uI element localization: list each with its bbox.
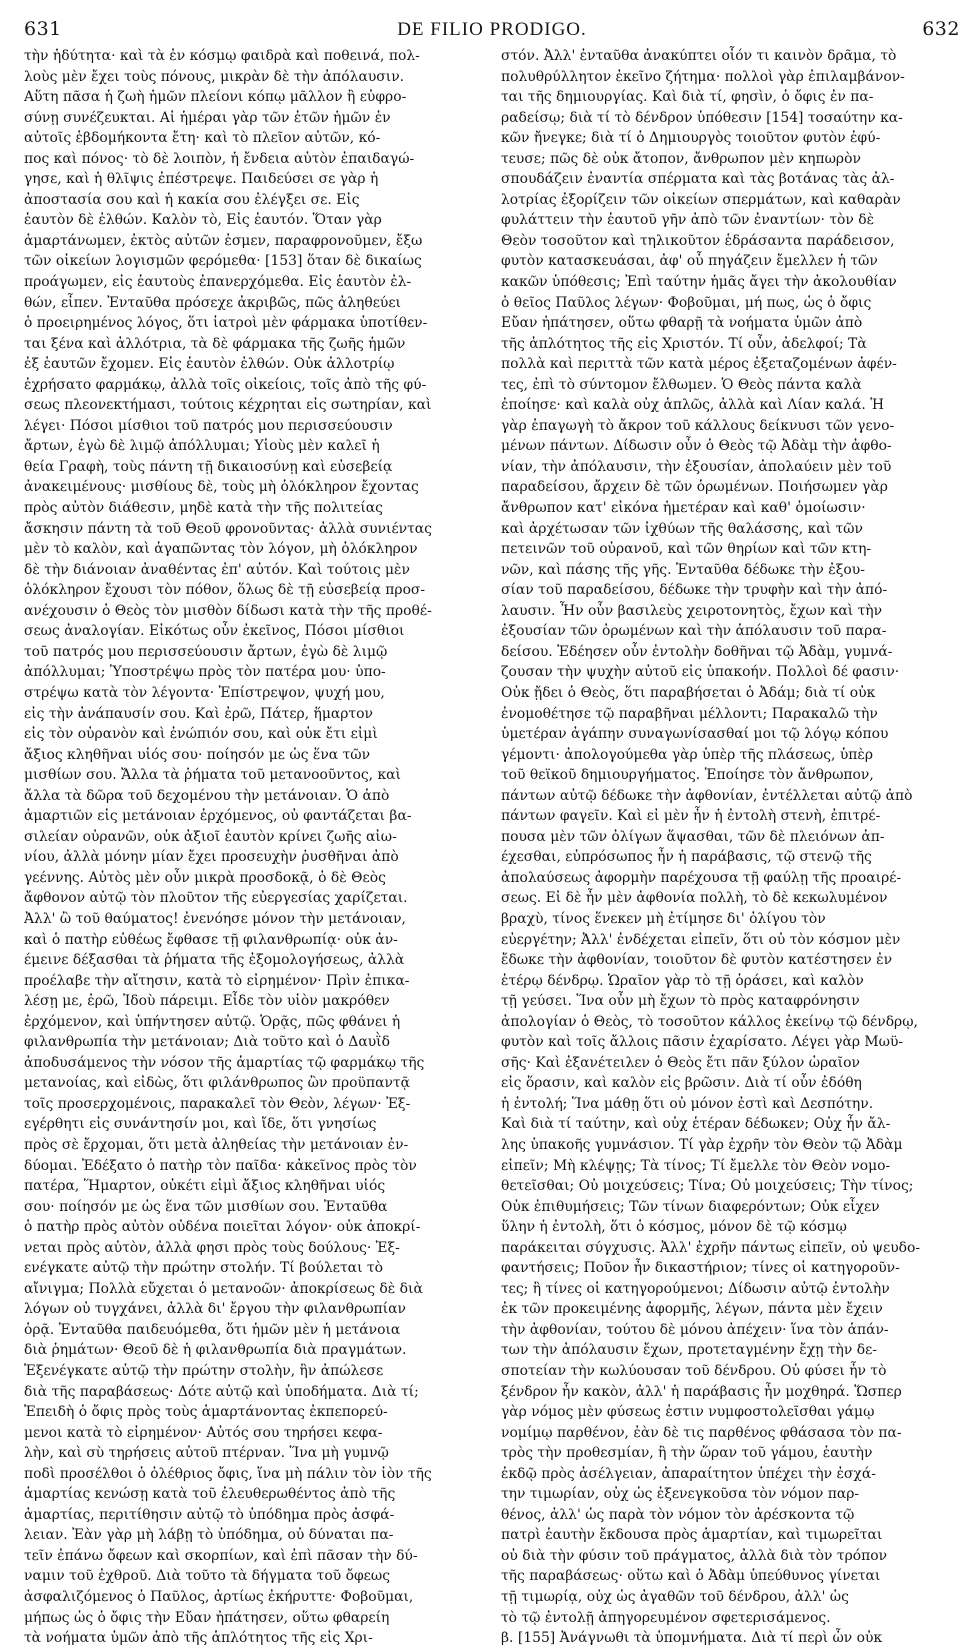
text-line: τοῦ πατρός μου περισσεύουσιν ἄρτων, ἐγὼ δὲ λιμῷ [24,643,388,660]
text-line: τὴν ἡδύτητα· καὶ τὰ ἐν κόσμῳ φαιδρὰ καὶ ποθεινά, πολ- [24,48,420,64]
text-line: γὰρ νόμος μὲν φύσεως ἐστιν νυμφοστολεῖσθαι γάμῳ [501,1404,875,1421]
text-line: μήπως ὡς ὁ ὄφις τὴν Εὔαν ἠπάτησεν, οὕτω φθαρείη [24,1609,390,1626]
text-line: εἰς τὴν ἀνάπαυσίν σου. Καὶ ἐρῶ, Πάτερ, ἥμαρτον [24,705,373,722]
text-line: εἰς τὸν οὐρανὸν καὶ ἐνώπιόν σου, καὶ οὐκ ἔτι εἰμὶ [24,726,378,743]
text-line: προάγωμεν, εἰς ἑαυτοὺς ἐπανερχόμεθα. Εἰς ἑαυτὸν ἐλ- [24,274,412,291]
text-line: ποδὶ προσέλθοι ὁ ὀλέθριος ὄφις, ἵνα μὴ πάλιν τὸν ἰὸν τῆς [24,1465,432,1482]
text-line: ὁρᾷ. Ἐνταῦθα παιδευόμεθα, ὅτι ἡμῶν μὲν ἡ μετάνοια [24,1321,401,1338]
text-line: ἄρτων, ἐγὼ δὲ λιμῷ ἀπόλλυμαι; Υἱοὺς μὲν καλεῖ ἡ [24,438,380,455]
text-line: εἰς ὅρασιν, καὶ καλὸν εἰς βρῶσιν. Διὰ τί οὖν ἐδόθη [501,1075,862,1092]
text-line: τοῦ θεϊκοῦ δημιουργήματος. Ἐποίησε τὸν ἄνθρωπον, [501,767,874,784]
text-line: τὴν ἀφθονίαν, τούτου δὲ μόνου ἀπέχειν· ἵνα τὸν ἁπάν- [501,1321,889,1338]
text-line: καὶ ἀρχέτωσαν τῶν ἰχθύων τῆς θαλάσσης, καὶ τῶν [501,520,863,537]
text-line: τες, ἐπὶ τὸ σύντομον ἔλθωμεν. Ὁ Θεὸς πάντα καλὰ [501,376,862,393]
text-line: θένος, ἀλλ' ὡς παρὰ τὸν νόμον τὸν ἀρέσκοντα τῷ [501,1506,855,1523]
text-line: στόν. Ἀλλ' ἐνταῦθα ἀνακύπτει οἷόν τι καινὸν δρᾶμα, τὸ [501,48,897,64]
text-line: ἡ ἐντολή; Ἵνα μάθῃ ὅτι οὐ μόνον ἐστὶ καὶ Δεσπότην. [501,1095,874,1112]
text-line: σου· ποίησόν με ὡς ἕνα τῶν μισθίων σου. Ἐνταῦθα [24,1198,388,1215]
text-line: λαυσιν. Ἦν οὖν βασιλεὺς χειροτονητὸς, ἔχων καὶ τὴν [501,602,883,619]
text-line: έχεσθαι, εὐπρόσωπος ἦν ἡ παράβασις, τῷ στενῷ τῆς [501,849,872,866]
text-line: β. [155] Ἀνάγνωθι τὰ ὑπομνήματα. Διὰ τί περὶ ὧν οὐκ [501,1630,883,1647]
text-line: Ἐπειδὴ ὁ ὄφις πρὸς τοὺς ἁμαρτάνοντας ἐκπεπορεύ- [24,1404,388,1421]
text-line: παράκειται σύγχυσις. Ἀλλ' ἐχρῆν πάντως εἰπεῖν, οὐ ψευδο- [501,1239,921,1256]
text-line: κακῶν ὑπόθεσις; Ἐπὶ ταύτην ἡμᾶς ἄγει τὴν ἀκολουθίαν [501,274,897,291]
left-column [24,46,483,1647]
text-line: ἀποστασία σου καὶ ἡ κακία σου ἐλέγξει σε. Εἰς [24,191,360,208]
text-line: κῶν ἤνεγκε; διὰ τί ὁ Δημιουργὸς τοιοῦτον φυτὸν ἐφύ- [501,130,881,147]
text-line: ζουσαν τὴν ψυχὴν αὐτοῦ εἰς ὑπακοήν. Πολλοὶ δέ φασιν· [501,664,900,681]
text-line: καὶ ὁ πατὴρ εὐθέως ἔφθασε τῇ φιλανθρωπίᾳ· οὐκ ἀν- [24,931,398,948]
text-line: ἐχρήσατο φαρμάκῳ, ἀλλὰ τοῖς οἰκείοις, τοῖς ἀπὸ τῆς φύ- [24,376,427,393]
text-line: Ἀλλ' ὢ τοῦ θαύματος! ἐνενόησε μόνον τὴν μετάνοιαν, [24,910,406,927]
text-line: σιλείαν οὐρανῶν, οὐκ ἀξιοῖ ἑαυτὸν κρίνει ζωῆς αἰω- [24,828,397,845]
text-line: ἀποδυσάμενος τὴν νόσον τῆς ἁμαρτίας τῷ φαρμάκῳ τῆς [24,1054,425,1071]
text-line: διὰ ῥημάτων· Θεοῦ δὲ ἡ φιλανθρωπία διὰ πραγμάτων. [24,1342,407,1359]
text-line: ἑαυτὸν δὲ ἐλθών. Καλὸν τὸ, Εἰς ἑαυτόν. Ὅταν γὰρ [24,212,382,229]
text-line: θετεῖσθαι; Οὐ μοιχεύσεις; Τίνα; Οὐ μοιχεύσεις; Τὴν τίνος; [501,1178,914,1195]
text-line: τῇ τιμωρίᾳ, οὐχ ὡς ἀγαθῶν τοῦ δένδρου, ἀλλ' ὡς [501,1589,849,1606]
text-line: σίαν τοῦ παραδείσου, δέδωκε τὴν τρυφὴν καὶ τὴν ἀπό- [501,582,888,599]
text-line: εἰπεῖν; Μὴ κλέψῃς; Τὰ τίνος; Τί ἔμελλε τὸν Θεὸν νομο- [501,1157,891,1174]
text-line: την τιμωρίαν, οὐχ ὡς ἐξενεγκοῦσα τὸν νόμον παρ- [501,1486,860,1503]
text-line: φυλάττειν τὴν ἑαυτοῦ γῆν ἀπὸ τῶν ἐναντίων· τὸν δὲ [501,212,875,229]
text-line: πατέρα, Ἥμαρτον, οὐκέτι εἰμὶ ἄξιος κληθῆναι υἱός [24,1178,386,1195]
text-line: πετεινῶν τοῦ οὐρανοῦ, καὶ τῶν θηρίων καὶ τῶν κτη- [501,541,872,558]
text-line: ὁ θεῖος Παῦλος λέγων· Φοβοῦμαι, μή πως, ὡς ὁ ὄφις [501,294,872,311]
text-line: πος καὶ πόνος· τὸ δὲ λοιπὸν, ἡ ἔνδεια αὐτὸν ἐπαιδαγώ- [24,150,415,167]
text-line: νεται πρὸς αὐτὸν, ἀλλὰ φησι πρὸς τοὺς δούλους· Ἐξ- [24,1239,400,1256]
text-line: ἄνθρωπον κατ' εἰκόνα ἡμετέραν καὶ καθ' ὁμοίωσιν· [501,500,866,517]
text-line: προέλαβε τὴν αἴτησιν, κατὰ τὸ εἰρημένον· Πρὶν ἐπικα- [24,972,410,989]
column-text [501,46,960,1649]
text-line: λόγων οὐ τυγχάνει, ἀλλὰ δι' ἔργου τὴν φιλανθρωπίαν [24,1301,406,1318]
text-line: πολυθρύλλητον ἐκεῖνο ζήτημα· πολλοὶ γὰρ ἐπιλαμβάνον- [501,68,905,85]
text-line: τὸ τῷ ἐντολῇ ἀπηγορευμένον σφετερισάμενος. [501,1609,831,1626]
text-line: τῇ γεύσει. Ἵνα οὖν μὴ ἔχων τὸ πρὸς καταφρόνησιν [501,993,860,1010]
left-page-number: 631 [24,18,62,40]
text-line: ὑμετέραν ἀγάπην συναγωνίσασθαί μοι τῷ λόγῳ κόπου [501,726,889,743]
text-line: πάντων φαγεῖν. Καὶ εἰ μὲν ἦν ἡ ἐντολὴ στενὴ, ἐπιτρέ- [501,808,881,825]
text-line: λης ὑπακοῆς γυμνάσιον. Τί γὰρ ἐχρῆν τὸν Θεὸν τῷ Ἀδὰμ [501,1136,903,1153]
text-line: Ἐξενέγκατε αὐτῷ τὴν πρώτην στολὴν, ἣν ἀπώλεσε [24,1363,384,1379]
text-line: φαντήσεις; Ποῦον ἦν δικαστήριον; τίνες οἱ κατηγοροῦν- [501,1260,900,1277]
text-line: γέμοντι· ἀπολογούμεθα γὰρ ὑπὲρ τῆς πλάσεως, ὑπὲρ [501,746,874,763]
text-line: Αὕτη πᾶσα ἡ ζωὴ ἡμῶν πλείονι κόπῳ μᾶλλον ἢ εὐφρο- [24,89,407,106]
text-line: λοὺς μὲν ἔχει τοὺς πόνους, μικρὰν δὲ τὴν ἀπόλαυσιν. [24,68,405,85]
text-line: ἄσκησιν πάντη τὰ τοῦ Θεοῦ φρονοῦντας· ἀλλὰ συνιέντας [24,520,432,537]
text-line: ὁ προειρημένος λόγος, ὅτι ἰατροὶ μὲν φάρμακα ὑποτίθεν- [24,315,428,332]
text-line: θών, εἶπεν. Ἐνταῦθα πρόσεχε ἀκριβῶς, πῶς ἀληθεύει [24,294,401,311]
text-line: οὐ διὰ τὴν φύσιν τοῦ πράγματος, ἀλλὰ διὰ τὸν τρόπον [501,1547,888,1564]
text-line: βραχὺ, τίνος ἕνεκεν μὴ ἐτίμησε δι' ὀλίγου τὸν [501,910,826,927]
text-line: ἐρχόμενον, καὶ ὑπήντησεν αὐτῷ. Ὁρᾷς, πῶς φθάνει ἡ [24,1013,401,1030]
text-line: ἄξιος κληθῆναι υἱός σου· ποίησόν με ὡς ἕνα τῶν [24,746,371,763]
text-line: σποτείαν τὴν κωλύουσαν τοῦ δένδρου. Οὐ φύσει ἦν τὸ [501,1363,887,1379]
text-line: πολλὰ καὶ περιττὰ τῶν κατὰ μέρος ἐξεταζομένων ἀφέν- [501,356,897,373]
right-page-number: 632 [922,18,960,40]
text-line: ραδείσῳ; διὰ τί τὸ δένδρον ὑπόθεσιν [154] τοσαύτην κα- [501,109,903,126]
text-columns [24,46,960,1647]
text-line: σπουδάζειν ἐναντία σπέρματα καὶ τὰς βοτάνας τὰς ἀλ- [501,171,895,188]
text-line: ἐκ τῶν προκειμένης ἀφορμῆς, λέγων, πάντα μὲν ἔχειν [501,1301,883,1318]
text-line: γεέννης. Αὐτὸς μὲν οὖν μικρὰ προσδοκᾷ, ὁ δὲ Θεὸς [24,869,386,886]
text-line: νίαν, τὴν ἀπόλαυσιν, τὴν ἐξουσίαν, ἀπολαύειν μὲν τοῦ [501,458,892,475]
page-header [24,16,960,46]
text-line: Θεὸν τοσοῦτον καὶ τηλικοῦτον ἑδράσαντα παράδεισον, [501,232,895,249]
text-line: τεῖν ἐπάνω ὄφεων καὶ σκορπίων, καὶ ἐπὶ πᾶσαν τὴν δύ- [24,1547,418,1564]
text-line: ἀπολαύσεως ἀφορμὴν παρέχουσα τῇ φαύλῃ τῆς προαιρέ- [501,869,902,886]
text-line: ἁμαρτιῶν εἰς μετάνοιαν ἐρχόμενος, οὐ φαντάζεται βα- [24,808,412,825]
text-line: Οὐκ ᾔδει ὁ Θεὸς, ὅτι παραβήσεται ὁ Ἀδάμ; διὰ τί οὐκ [501,684,876,701]
text-line: διὰ τῆς παραβάσεως· Δότε αὐτῷ καὶ ὑποδήματα. Διὰ τί; [24,1383,419,1400]
text-line: λὴν, καὶ σὺ τηρήσεις αὐτοῦ πτέρναν. Ἵνα μὴ γυμνῷ [24,1445,389,1462]
text-line: μὲν τὸ καλὸν, καὶ ἀγαπῶντας τὸν λόγον, μὴ ὁλόκληρον [24,541,418,558]
text-line: δείσου. Ἐδέησεν οὖν ἐντολὴν δοθῆναι τῷ Ἀδὰμ, γυμνά- [501,643,893,660]
text-line: παραδείσου, ἄρχειν δὲ τῶν ὁρωμένων. Ποιήσωμεν γὰρ [501,479,888,496]
right-column [501,46,960,1647]
text-line: δύομαι. Ἐδέξατο ὁ πατὴρ τὸν παῖδα· κἀκεῖνος πρὸς τὸν [24,1157,417,1174]
text-line: ναμιν τοῦ ἐχθροῦ. Διὰ τοῦτο τὰ δήγματα τοῦ ὄφεως [24,1568,390,1585]
text-line: ξένδρον ἦν κακὸν, ἀλλ' ἡ παράβασις ἦν μοχθηρά. Ὥσπερ [501,1383,902,1400]
text-line: έμεινε δέξασθαι τὰ ῥήματα τῆς ἐξομολογήσεως, ἀλλὰ [24,952,405,969]
text-line: τοῖς προσερχομένοις, παρακαλεῖ τὸν Θεὸν, λέγων· Ἐξ- [24,1095,411,1112]
text-line: λέσῃ με, ἐρῶ, Ἰδοὺ πάρειμι. Εἶδε τὸν υἱὸν μακρόθεν [24,993,390,1010]
text-line: τῆς παραβάσεως· οὕτω καὶ ὁ Ἀδὰμ ὑπεύθυνος γίνεται [501,1568,881,1585]
running-title: DE FILIO PRODIGO. [397,19,587,40]
text-line: νῶν, καὶ πάσης τῆς γῆς. Ἐνταῦθα δέδωκε τὴν ἐξου- [501,561,865,578]
text-line: των τὴν ἀπόλαυσιν ἔχων, προτεταγμένην ἔχῃ τὴν δε- [501,1342,877,1359]
text-line: δὲ τὴν διάνοιαν ἀναθέντας ἐπ' αὐτόν. Καὶ τούτοις μὲν [24,561,410,578]
text-line: μένων πάντων. Δίδωσιν οὖν ὁ Θεὸς τῷ Ἀδὰμ τὴν ἀφθο- [501,438,892,455]
text-line: ἑτέρῳ δένδρῳ. Ὡραῖον γὰρ τὸ τῇ ὁράσει, καὶ καλὸν [501,972,864,989]
text-line: ἐκδῷ πρὸς ἀσέλγειαν, ἀπαραίτητον ὑπέχει τὴν ἐσχά- [501,1465,876,1482]
text-line: μενοι κατὰ τὸ εἰρημένον· Αὐτός σου τηρήσει κεφα- [24,1424,383,1441]
text-line: εγέρθητι εἰς συνάντησίν μοι, καὶ ἴδε, ὅτι γνησίως [24,1116,377,1133]
text-line: σεως πλεονεκτήμασι, τούτοις κέχρηται εἰς σωτηρίαν, καὶ [24,397,432,414]
text-line: ὕλην ἡ ἐντολὴ, ὅτι ὁ κόσμος, μόνον δὲ τῷ κόσμῳ [501,1219,847,1236]
text-line: ἁμαρτάνωμεν, ἐκτὸς αὐτῶν ἐσμεν, παραφρονοῦμεν, ἔξω [24,232,423,249]
text-line: ται τῆς δημιουργίας. Καὶ διὰ τί, φησὶν, ὁ ὄφις ἐν πα- [501,89,874,106]
text-line: τες; ἢ τίνες οἱ κατηγορούμενοι; Δίδωσιν αὐτῷ ἐντολὴν [501,1280,890,1297]
text-line: αἴνιγμα; Πολλὰ εὔχεται ὁ μετανοῶν· ἀποκρίσεως δὲ διὰ [24,1280,423,1297]
text-line: ἄφθονον αὐτῷ τὸν πλοῦτον τῆς εὐεργεσίας χαρίζεται. [24,890,408,907]
text-line: ἀπολογίαν ὁ Θεὸς, τὸ τοσοῦτον κάλλος ἐκείνῳ τῷ δένδρῳ, [501,1013,918,1030]
text-line: ἐνομοθέτησε τῷ παραβῆναι μέλλοντι; Παρακαλῶ τὴν [501,705,878,722]
text-line: σεως ἀναλογίαν. Εἰκότως οὖν ἐκεῖνος, Πόσοι μίσθιοι [24,623,405,640]
text-line: φυτὸν κατασκευάσαι, ἀφ' οὗ πηγάζειν ἔμελλεν ἡ τῶν [501,253,878,270]
text-line: φιλανθρωπία τὴν μετάνοιαν; Διὰ τοῦτο καὶ ὁ Δαυῒδ [24,1034,390,1051]
text-line: σύνῃ συνέζευκται. Αἱ ἡμέραι γὰρ τῶν ἐτῶν ἡμῶν ἐν [24,109,391,126]
text-line: ἁμαρτίας, περιτίθησιν αὐτῷ τὸ ὑπόδημα πρὸς ἀσφά- [24,1506,395,1523]
text-line: ται ξένα καὶ ἀλλότρια, τὰ δὲ φάρμακα τῆς ζωῆς ἡμῶν [24,335,406,352]
text-line: πατρὶ ἑαυτὴν ἔκδουσα πρὸς ἁμαρτίαν, καὶ τιμωρεῖται [501,1527,883,1544]
text-line: φυτὸν καὶ τοῖς ἄλλοις πᾶσιν ἐχαρίσατο. Λέγει γὰρ Μωϋ- [501,1034,904,1051]
text-line: πρὸς αὐτὸν διάθεσιν, μηδὲ κατὰ τὴν τῆς πολιτείας [24,500,383,517]
text-line: λειαν. Ἐὰν γὰρ μὴ λάβῃ τὸ ὑπόδημα, οὐ δύναται πα- [24,1527,394,1544]
text-line: ἀσφαλιζόμενος ὁ Παῦλος, ἀρτίως ἐκήρυττε· Φοβοῦμαι, [24,1589,414,1606]
text-line: γὰρ ἐπαγωγὴ τὸ ἄκρον τοῦ κάλλους δείκνυσι τῶν γενο- [501,417,895,434]
text-line: αὐτοῖς ἑβδομήκοντα ἔτη· καὶ τὸ πλεῖον αὐτῶν, κό- [24,130,381,147]
text-line: σεως. Εἰ δὲ ἦν μὲν ἀφθονία πολλὴ, τὸ δὲ κεκωλυμένον [501,890,888,907]
text-line: ἐποίησε· καὶ καλὰ οὐχ ἁπλῶς, ἀλλὰ καὶ Λίαν καλά. Ἡ [501,397,884,414]
text-line: τὰ νοήματα ὑμῶν ἀπὸ τῆς ἁπλότητος τῆς εἰς Χρι- [24,1630,373,1647]
text-line: Εὔαν ἠπάτησεν, οὕτω φθαρῇ τὰ νοήματα ὑμῶν ἀπὸ [501,315,863,332]
text-line: ἀπόλλυμαι; Ὑποστρέψω πρὸς τὸν πατέρα μου· ὑπο- [24,664,386,681]
text-line: λοτρίας ἐξορίζειν τῶν οἰκείων σπερμάτων, καὶ καθαρὰν [501,191,901,208]
text-line: νίου, ἀλλὰ μόνην μίαν ἔχει προσευχὴν ῥυσθῆναι ἀπὸ [24,849,399,866]
text-line: γησε, καὶ ἡ θλῖψις ἐπέστρεψε. Παιδεύσει σε γὰρ ἡ [24,171,379,188]
text-line: ἄλλα τὰ δῶρα τοῦ δεχομένου τὴν μετάνοιαν. Ὁ ἀπὸ [24,787,390,804]
text-line: ἔδωκε τὴν ἀφθονίαν, τοιοῦτον δὲ φυτὸν κατέστησεν ἐν [501,952,893,969]
text-line: νομίμῳ παρθένον, ἐὰν δὲ τις παρθένος φθάσασα τὸν πα- [501,1424,902,1441]
text-line: τευσε; πῶς δὲ οὐκ ἄτοπον, ἄνθρωπον μὲν κηπωρὸν [501,150,861,167]
text-line: μισθίων σου. Ἄλλα τὰ ῥήματα τοῦ μετανοοῦντος, καὶ [24,767,401,784]
text-line: τῶν οἰκείων λογισμῶν φερόμεθα· [153] ὅταν δὲ δικαίως [24,253,422,270]
text-line: τῆς ἁπλότητος τῆς εἰς Χριστόν. Τί οὖν, ἀδελφοί; Τὰ [501,335,867,352]
text-line: ἐξ ἑαυτῶν ἔχομεν. Εἰς ἑαυτὸν ἐλθών. Οὐκ ἀλλοτρίῳ [24,356,395,373]
text-line: Οὐκ ἐπιθυμήσεις; Τῶν τίνων διαφερόντων; Οὐκ εἶχεν [501,1198,880,1215]
text-line: ἀνακειμένους· μισθίους δὲ, τοὺς μὴ ὁλόκληρον ἔχοντας [24,479,419,496]
text-line: ανέχουσιν ὁ Θεὸς τὸν μισθὸν δίδωσι κατὰ τὴν τῆς προθέ- [24,602,432,619]
text-line: σῆς· Καὶ ἐξανέτειλεν ὁ Θεὸς ἔτι πᾶν ξύλον ὡραῖον [501,1054,860,1071]
text-line: ὁ πατὴρ πρὸς αὐτὸν οὐδένα ποιεῖται λόγον· οὐκ ἀποκρί- [24,1219,421,1236]
text-line: ενέγκατε αὐτῷ τὴν πρώτην στολήν. Τί βούλεται τὸ [24,1260,383,1277]
text-line: θεία Γραφὴ, τοὺς πάντη τῇ δικαιοσύνῃ καὶ εὐσεβείᾳ [24,458,393,475]
text-line: τρὸς τὴν προθεσμίαν, ἢ τὴν ὥραν τοῦ γάμου, ἑαυτὴν [501,1445,873,1462]
text-line: ἐξουσίαν τῶν ὁρωμένων καὶ τὴν ἀπόλαυσιν τοῦ παρα- [501,623,887,640]
column-text [24,46,483,1649]
text-line: μετανοίας, καὶ εἰδὼς, ὅτι φιλάνθρωπος ὢν προϋπαντᾷ [24,1075,410,1092]
text-line: πάντων αὐτῷ δέδωκε τὴν ἀφθονίαν, ἐντέλλεται αὐτῷ ἀπὸ [501,787,913,804]
text-line: στρέψω κατὰ τὸν λέγοντα· Ἐπίστρεψον, ψυχή μου, [24,684,385,701]
text-line: Καὶ διὰ τί ταύτην, καὶ οὐχ ἑτέραν δέδωκεν; Οὐχ ἦν ἄλ- [501,1116,891,1133]
text-line: πουσα μὲν τῶν ὀλίγων ἅψασθαι, τῶν δὲ πλειόνων ἀπ- [501,828,885,845]
text-line: λέγει· Πόσοι μίσθιοι τοῦ πατρός μου περισσεύουσιν [24,417,393,434]
text-line: ὁλόκληρον ἔχουσι τὸν πόθον, ὅλως δὲ τῇ εὐσεβείᾳ προσ- [24,582,426,599]
text-line: εὐεργέτην; Ἀλλ' ἐνδέχεται εἰπεῖν, ὅτι οὐ τὸν κόσμον μὲν [501,931,901,948]
text-line: ἁμαρτίας κενώσῃ κατὰ τοῦ ἐλευθερωθέντος ἀπὸ τῆς [24,1486,396,1503]
text-line: πρὸς σὲ ἔρχομαι, ὅτι μετὰ ἀληθείας τὴν μετάνοιαν ἐν- [24,1136,409,1153]
